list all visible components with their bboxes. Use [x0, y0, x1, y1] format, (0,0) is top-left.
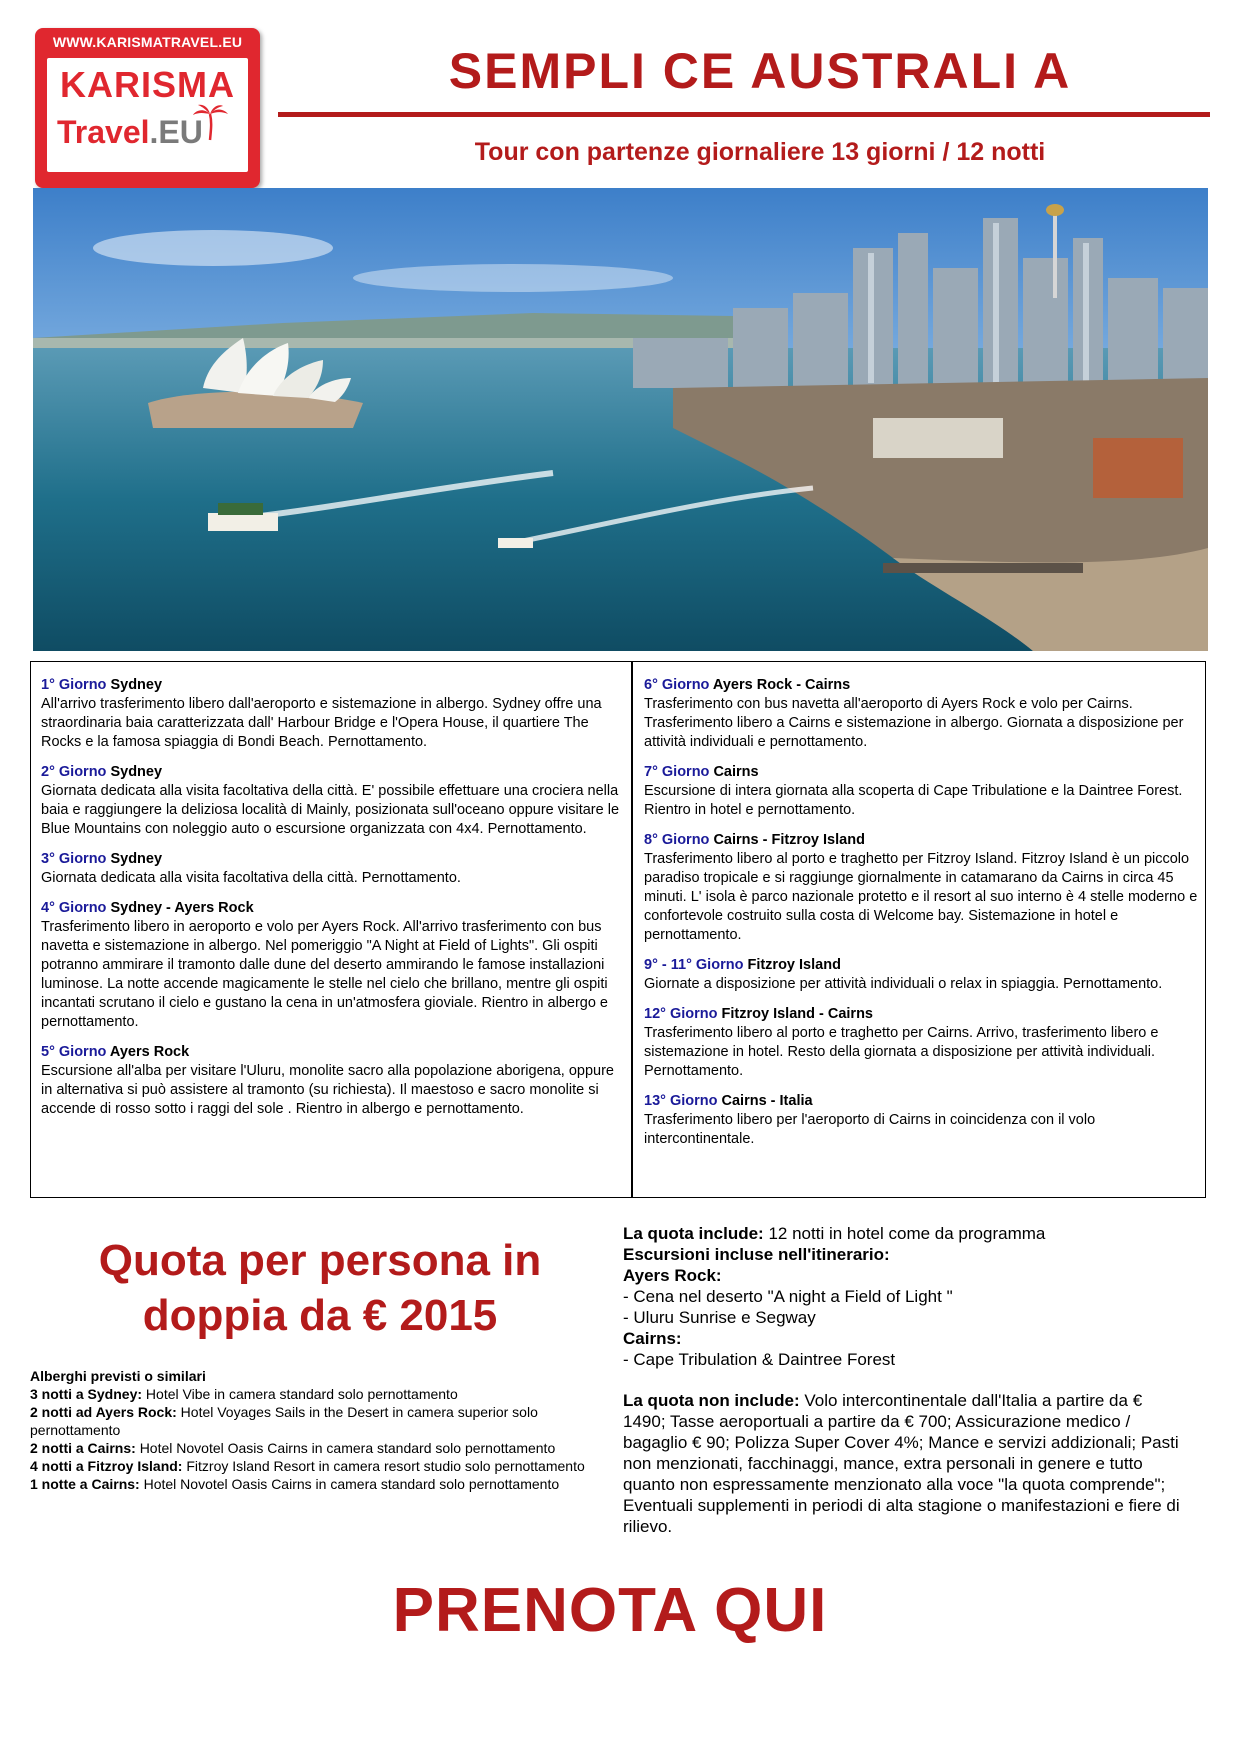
day-heading — [41, 850, 621, 869]
day-number: 7° Giorno — [644, 764, 710, 780]
price-headline — [40, 1233, 600, 1343]
day-place: Sydney — [110, 764, 163, 780]
day-heading — [41, 763, 621, 782]
hotel-item — [30, 1475, 600, 1493]
palm-tree-icon — [190, 102, 230, 142]
itinerary-column-divider — [631, 662, 633, 1197]
cairns-title — [623, 1328, 1183, 1349]
itinerary-day — [644, 763, 1199, 820]
day-description: Trasferimento con bus navetta all'aeroporto di Ayers Rock e volo per Cairns. Trasferimento libero a Cairns e sistemazione in albergo. Giornata a disposizione per attività individuali e pernottamento. — [644, 696, 1184, 750]
page-subtitle: Tour con partenze giornaliere 13 giorni / 12 notti — [474, 138, 1046, 166]
hotel-item — [30, 1439, 600, 1457]
page-title: SEMPLI CE AUSTRALI A — [448, 43, 1072, 99]
day-number: 12° Giorno — [644, 1006, 718, 1022]
excursions-title — [623, 1244, 1183, 1265]
brand-logo[interactable] — [35, 28, 260, 188]
day-number: 3° Giorno — [41, 851, 107, 867]
day-place: Fitzroy Island — [747, 957, 841, 973]
title-divider — [278, 112, 1210, 117]
hotel-item — [30, 1385, 600, 1403]
itinerary-day — [644, 831, 1199, 945]
itinerary-day — [41, 1043, 621, 1119]
day-place: Sydney — [110, 851, 163, 867]
day-heading — [644, 831, 1199, 850]
logo-brand-bottom — [57, 114, 203, 151]
day-description: Giornata dedicata alla visita facoltativa della città. Pernottamento. — [41, 870, 461, 886]
hotel-detail: Hotel Vibe in camera standard solo pernottamento — [145, 1386, 458, 1402]
day-number: 6° Giorno — [644, 677, 710, 693]
hotel-nights: 1 notte a Cairns: — [30, 1476, 140, 1492]
day-number: 8° Giorno — [644, 832, 710, 848]
hotel-nights: 3 notti a Sydney: — [30, 1386, 143, 1402]
day-place: Sydney - Ayers Rock — [110, 900, 254, 916]
hotels-list — [30, 1367, 600, 1493]
cairns-title-text: Cairns: — [623, 1329, 682, 1348]
hero-photo-sydney-harbour — [33, 188, 1208, 651]
logo-url: WWW.KARISMATRAVEL.EU — [52, 34, 243, 50]
day-place: Ayers Rock - Cairns — [712, 677, 851, 693]
day-number: 9° - 11° Giorno — [644, 957, 744, 973]
hotels-title: Alberghi previsti o similari — [30, 1368, 206, 1384]
day-description: Trasferimento libero per l'aeroporto di Cairns in coincidenza con il volo intercontinentale. — [644, 1112, 1096, 1147]
day-number: 5° Giorno — [41, 1044, 107, 1060]
day-number: 4° Giorno — [41, 900, 107, 916]
day-description: Trasferimento libero al porto e traghetto per Fitzroy Island. Fitzroy Island è un piccolo paradiso tropicale e si raggiunge giornalmente in catamarano da Cairns in circa 45 minuti. L' isola è parco nazionale protetto e il resort al suo interno è 4 stelle moderno e confortevole costruito sulla costa di Welcome bay. Sistemazione in hotel e pernottamento. — [644, 851, 1198, 943]
hotel-detail: Fitzroy Island Resort in camera resort studio solo pernottamento — [186, 1458, 585, 1474]
includes-text: 12 notti in hotel come da programma — [768, 1224, 1046, 1243]
includes-label: La quota include: — [623, 1224, 764, 1243]
logo-panel — [47, 58, 248, 172]
day-heading — [41, 676, 621, 695]
day-number: 1° Giorno — [41, 677, 107, 693]
day-heading — [644, 1092, 1199, 1111]
itinerary-left-column — [41, 676, 621, 1130]
day-description: Trasferimento libero in aeroporto e volo per Ayers Rock. All'arrivo trasferimento con bus navetta e sistemazione in albergo. Nel pomeriggio "A Night at Field of Lights". Gli ospiti potranno ammirare il tramonto dalle dune del deserto ammirando le famose installazioni luminose. La notte accende magicamente le stelle nel cielo che brillano, mentre gli ospiti incantati scrutano il cielo e gustano la cena in un'atmosfera gioviale. Rientro in albergo e pernottamento. — [41, 919, 608, 1030]
itinerary-day — [644, 676, 1199, 752]
day-number: 2° Giorno — [41, 764, 107, 780]
includes-line — [623, 1223, 1183, 1244]
day-number: 13° Giorno — [644, 1093, 718, 1109]
itinerary-right-column — [644, 676, 1199, 1160]
day-description: All'arrivo trasferimento libero dall'aeroporto e sistemazione in albergo. Sydney offre una straordinaria baia caratterizzata dall' Harbour Bridge e l'Opera House, il quartiere The Rocks e la famosa spiaggia di Bondi Beach. Pernottamento. — [41, 696, 602, 750]
day-description: Escursione all'alba per visitare l'Uluru, monolite sacro alla popolazione aborigena, oppure in alternativa si può assistere al tramonto (su richiesta). Il maestoso e sacro monolite si accende di rosso sotto i raggi del sole . Rientro in albergo e pernottamento. — [41, 1063, 614, 1117]
ayers-title — [623, 1265, 1183, 1286]
itinerary-day — [644, 1092, 1199, 1149]
day-place: Sydney — [110, 677, 163, 693]
itinerary-box — [30, 661, 1206, 1198]
ayers-excursion: - Cena nel deserto "A night a Field of Light " — [623, 1287, 953, 1306]
day-place: Ayers Rock — [109, 1044, 190, 1060]
day-place: Cairns - Italia — [721, 1093, 813, 1109]
day-place: Cairns — [713, 764, 759, 780]
itinerary-day — [41, 763, 621, 839]
ayers-title-text: Ayers Rock: — [623, 1266, 722, 1285]
day-place: Fitzroy Island - Cairns — [721, 1006, 873, 1022]
not-included-label: La quota non include: — [623, 1391, 800, 1410]
price-line-2: doppia da € 2015 — [142, 1291, 498, 1340]
day-description: Giornate a disposizione per attività individuali o relax in spiaggia. Pernottamento. — [644, 976, 1163, 992]
day-description: Giornata dedicata alla visita facoltativa della città. E' possibile effettuare una crociera nella baia e raggiungere la deliziosa località di Mainly, posizionata sull'oceano oppure visitare le Blue Mountains con noleggio auto o escursione organizzata con 4x4. Pernottamento. — [41, 783, 620, 837]
excursions-title-text: Escursioni incluse nell'itinerario: — [623, 1245, 890, 1264]
day-heading — [41, 1043, 621, 1062]
day-description: Escursione di intera giornata alla scoperta di Cape Tribulatione e la Daintree Forest. Rientro in hotel e pernottamento. — [644, 783, 1183, 818]
logo-suffix: .EU — [149, 114, 203, 150]
hotel-detail: Hotel Voyages Sails in the Desert in camera superior solo pernottamento — [30, 1404, 538, 1438]
hotel-item — [30, 1457, 600, 1475]
not-included — [623, 1390, 1183, 1537]
itinerary-day — [41, 899, 621, 1032]
book-now-link[interactable]: PRENOTA QUI — [392, 1576, 828, 1645]
itinerary-day — [644, 1005, 1199, 1081]
hotel-nights: 2 notti ad Ayers Rock: — [30, 1404, 177, 1420]
hotel-nights: 2 notti a Cairns: — [30, 1440, 136, 1456]
price-line-1: Quota per persona in — [98, 1236, 542, 1285]
itinerary-day — [41, 850, 621, 888]
hotel-detail: Hotel Novotel Oasis Cairns in camera standard solo pernottamento — [143, 1476, 560, 1492]
day-heading — [644, 1005, 1199, 1024]
logo-travel-word: Travel — [57, 114, 150, 150]
day-heading — [644, 676, 1199, 695]
spacer — [623, 1370, 1183, 1390]
day-heading — [644, 763, 1199, 782]
ayers-excursion: - Uluru Sunrise e Segway — [623, 1308, 816, 1327]
logo-brand-top: KARISMA — [60, 64, 235, 105]
hotel-nights: 4 notti a Fitzroy Island: — [30, 1458, 183, 1474]
not-included-text: Volo intercontinentale dall'Italia a partire da € 1490; Tasse aeroportuali a partire da € 700; Assicurazione medico / bagaglio € 90; Polizza Super Cover 4%; Mance e servizi addizionali; Pasti non menzionati, facchinaggi, mance, extra personali in genere e tutto quanto non espressamente menzionato alla voce "la quota comprende"; Eventuali supplementi in periodi di alta stagione o manifestazioni e fiere di rilievo. — [623, 1391, 1180, 1536]
day-heading — [644, 956, 1199, 975]
day-description: Trasferimento libero al porto e traghetto per Cairns. Arrivo, trasferimento libero e sistemazione in hotel. Resto della giornata a disposizione per attività individuali. Pernottamento. — [644, 1025, 1159, 1079]
cairns-excursion: - Cape Tribulation & Daintree Forest — [623, 1350, 896, 1369]
itinerary-day — [644, 956, 1199, 994]
price-includes — [623, 1223, 1183, 1537]
day-heading — [41, 899, 621, 918]
itinerary-day — [41, 676, 621, 752]
day-place: Cairns - Fitzroy Island — [713, 832, 865, 848]
hotel-item — [30, 1403, 600, 1439]
hotel-detail: Hotel Novotel Oasis Cairns in camera standard solo pernottamento — [139, 1440, 556, 1456]
